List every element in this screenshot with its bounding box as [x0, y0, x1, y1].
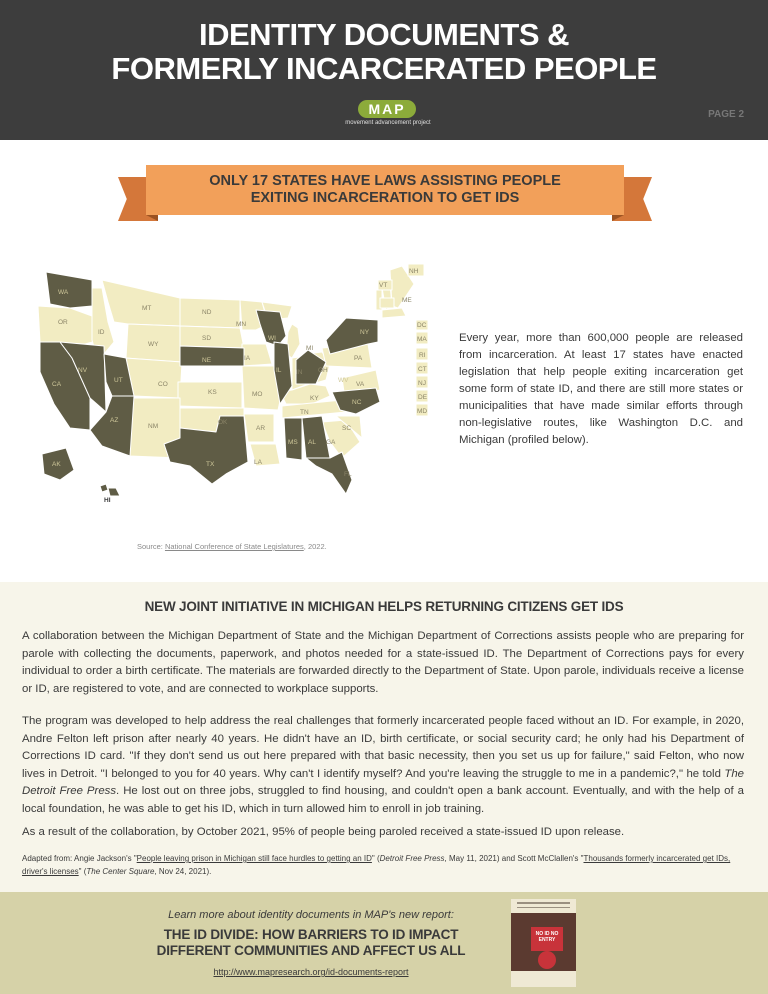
section-heading: NEW JOINT INITIATIVE IN MICHIGAN HELPS RETURNING CITIZENS GET IDS: [144, 599, 624, 614]
paragraph-2-text-b: . He lost out on three jobs, struggled to find housing, and couldn't open a bank account. Eventually, and with the help of a local foundation, he was able to get his ID, which in turn allowed him to enroll in job training.: [22, 785, 744, 815]
adapted-t5: , Nov 24, 2021).: [154, 867, 212, 876]
ribbon-headline: [146, 173, 624, 207]
svg-text:SD: SD: [202, 335, 212, 342]
svg-text:NY: NY: [360, 329, 370, 336]
svg-text:CT: CT: [418, 366, 427, 373]
report-url-link[interactable]: http://www.mapresearch.org/id-documents-report: [213, 967, 409, 977]
svg-text:PA: PA: [354, 355, 363, 362]
adapted-t3: , May 11, 2021) and Scott McClallen's ": [444, 854, 584, 863]
intro-paragraph: Every year, more than 600,000 people are released from incarceration. At least 17 states have enacted legislation that help people exiting incarceration get some form of state ID, and there are still more states or municipalities that have made similar efforts through non-legislative routes, like Washington D.C. and Michigan (profiled below).: [459, 332, 743, 446]
article-link-2[interactable]: Thousands formerly incarcerated get IDs, driver's licenses: [22, 854, 731, 876]
svg-text:ID: ID: [98, 329, 105, 336]
title-line-1: IDENTITY DOCUMENTS &: [198, 17, 570, 52]
svg-text:MN: MN: [236, 321, 247, 328]
svg-text:VT: VT: [379, 282, 388, 289]
paragraph-2-text-a: The program was developed to help address the real challenges that formerly incarcerated people faced without an ID. For example, in 2020, Andre Felton left prison after nearly 40 years. He didn't have an ID, birth certificate, or social security card; he only had his Department of Corrections ID card. "If they don't send us out here prepared with that basic necessity, then you set us up for failure," said Felton, who now lives in Detroit. "I belonged to you for 40 years. Why can't I identify myself? And you're leaving the struggle to me in a pandemic?," he told: [22, 715, 744, 780]
report-footer: [0, 892, 768, 994]
svg-text:FL: FL: [344, 471, 352, 478]
adapted-pub-2: The Center Square: [86, 867, 155, 876]
paragraph-3: As a result of the collaboration, by October 2021, 95% of people being paroled received a state-issued ID upon release.: [22, 826, 625, 838]
report-title-line-1: THE ID DIVIDE: HOW BARRIERS TO ID IMPACT: [163, 927, 459, 942]
adapted-t1: Adapted from: Angie Jackson's ": [22, 854, 137, 863]
logo-text: MAP: [368, 101, 406, 117]
cover-circle-icon: [538, 951, 556, 969]
svg-text:IN: IN: [296, 369, 303, 376]
svg-text:MT: MT: [142, 305, 152, 312]
logo-subtext: movement advancement project: [345, 120, 431, 126]
paragraph-2-publication: The Detroit Free Press: [22, 767, 744, 797]
svg-text:UT: UT: [114, 377, 123, 384]
svg-text:OR: OR: [58, 319, 68, 326]
svg-text:NH: NH: [409, 268, 419, 275]
svg-text:NJ: NJ: [418, 380, 426, 387]
headline-ribbon: [118, 165, 652, 227]
svg-text:MD: MD: [417, 408, 428, 415]
svg-text:NV: NV: [78, 367, 88, 374]
page-number: PAGE 2: [708, 109, 744, 120]
footer-lead: Learn more about identity documents in MAP's new report:: [168, 909, 454, 921]
source-suffix: , 2022.: [303, 542, 327, 551]
report-cover-thumbnail[interactable]: [511, 899, 576, 987]
svg-text:SC: SC: [342, 425, 352, 432]
adapted-from: [22, 852, 744, 878]
svg-text:NM: NM: [148, 423, 159, 430]
svg-text:HI: HI: [104, 497, 111, 502]
adapted-t4: " (: [78, 867, 87, 876]
svg-text:AL: AL: [308, 439, 316, 446]
svg-text:MS: MS: [288, 439, 298, 446]
paragraph-1: A collaboration between the Michigan Department of State and the Michigan Department of Corrections assists people who are preparing for parole with collecting the documents, paperwork, and photos needed for a state-issued ID. The Department of Corrections pays for every individual to order a birth certificate. The materials are forwarded directly to the Department of State. Upon parole, individuals receive a license or ID, are registered to vote, and are connected to workplace supports.: [22, 630, 744, 695]
ribbon-line-2: EXITING INCARCERATION TO GET IDS: [250, 190, 520, 206]
svg-text:WA: WA: [58, 289, 69, 296]
report-title: [150, 927, 472, 959]
title-line-2: FORMERLY INCARCERATED PEOPLE: [111, 51, 657, 86]
paragraph-2: [22, 713, 744, 818]
svg-text:IA: IA: [244, 355, 251, 362]
adapted-pub-1: Detroit Free Press: [379, 854, 445, 863]
us-states-map: [30, 262, 440, 502]
svg-text:AZ: AZ: [110, 417, 119, 424]
svg-text:WI: WI: [268, 335, 276, 342]
source-prefix: Source:: [137, 542, 165, 551]
cover-header: [511, 899, 576, 913]
map-source: [137, 542, 327, 551]
ribbon-line-1: ONLY 17 STATES HAVE LAWS ASSISTING PEOPLE: [209, 173, 561, 189]
svg-text:AK: AK: [52, 461, 61, 468]
svg-text:DC: DC: [417, 322, 427, 329]
svg-text:MA: MA: [417, 336, 427, 343]
svg-text:KS: KS: [208, 389, 217, 396]
michigan-section: [0, 582, 768, 892]
svg-text:DE: DE: [418, 394, 428, 401]
svg-text:ME: ME: [402, 297, 412, 304]
adapted-t2: " (: [371, 854, 380, 863]
cover-sign: [531, 927, 563, 951]
svg-text:VA: VA: [356, 381, 365, 388]
report-title-line-2: DIFFERENT COMMUNITIES AND AFFECT US ALL: [156, 943, 466, 958]
svg-text:KY: KY: [310, 395, 319, 402]
svg-text:GA: GA: [326, 439, 336, 446]
svg-text:OH: OH: [318, 367, 328, 374]
cover-footer: [511, 971, 576, 987]
cover-sign-text: NO ID NO ENTRY: [535, 931, 559, 943]
svg-text:CA: CA: [52, 381, 62, 388]
logo-pill: [358, 100, 416, 118]
page-header: [0, 0, 768, 140]
article-link-1[interactable]: People leaving prison in Michigan still face hurdles to getting an ID: [136, 854, 372, 863]
svg-text:RI: RI: [419, 352, 426, 359]
svg-text:CO: CO: [158, 381, 168, 388]
source-link[interactable]: National Conference of State Legislatures: [164, 542, 304, 551]
map-logo[interactable]: [343, 100, 433, 132]
svg-text:MI: MI: [306, 345, 314, 352]
svg-text:TN: TN: [300, 409, 309, 416]
svg-text:WY: WY: [148, 341, 159, 348]
svg-text:TX: TX: [206, 461, 215, 468]
svg-text:IL: IL: [276, 367, 282, 374]
svg-text:OK: OK: [218, 419, 228, 426]
page-title: [0, 18, 768, 86]
svg-text:AR: AR: [256, 425, 266, 432]
svg-text:WV: WV: [338, 377, 349, 384]
svg-text:NE: NE: [202, 357, 212, 364]
svg-text:MO: MO: [252, 391, 263, 398]
svg-text:LA: LA: [254, 459, 262, 466]
svg-text:ND: ND: [202, 309, 212, 316]
svg-text:NC: NC: [352, 399, 362, 406]
